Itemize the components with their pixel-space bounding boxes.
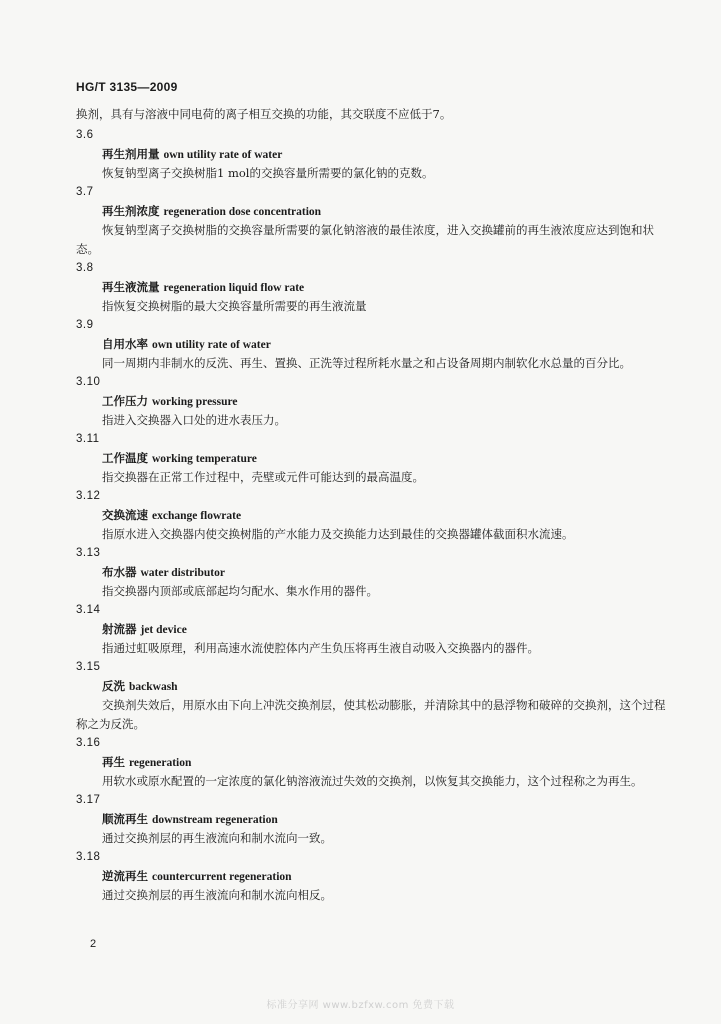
term-heading [76,449,666,468]
page-number: 2 [90,938,97,950]
term-english: own utility rate of water [152,339,271,351]
clause-number: 3.12 [76,490,101,502]
clause-number: 3.15 [76,661,101,673]
term-english: countercurrent regeneration [152,871,292,883]
term-heading [76,677,666,696]
term-entry [76,601,666,658]
term-definition: 恢复钠型离子交换树脂的交换容量所需要的氯化钠溶液的最佳浓度，进入交换罐前的再生液浓度应达到饱和状态。 [76,223,654,256]
term-chinese: 工作温度 [102,451,148,465]
term-english: own utility rate of water [163,149,283,161]
clause-number: 3.8 [76,262,94,274]
term-entry [76,487,666,544]
term-chinese: 布水器 [102,565,137,579]
term-chinese: 再生剂浓度 [102,204,160,218]
term-definitions-list [76,126,666,905]
term-chinese: 交换流速 [102,508,148,522]
term-heading [76,202,666,221]
term-english: exchange flowrate [152,510,242,522]
term-definition: 通过交换剂层的再生液流向和制水流向一致。 [102,831,332,845]
term-chinese: 自用水率 [102,337,148,351]
clause-number: 3.18 [76,851,101,863]
term-chinese: 顺流再生 [102,812,148,826]
term-chinese: 工作压力 [102,394,148,408]
term-definition: 指交换器在正常工作过程中，壳壁或元件可能达到的最高温度。 [102,470,424,484]
term-heading [76,392,666,411]
clause-number: 3.17 [76,794,101,806]
term-entry [76,316,666,373]
term-english: working pressure [152,396,238,408]
clause-number: 3.14 [76,604,101,616]
term-english: water distributor [140,567,225,579]
term-entry [76,373,666,430]
term-english: regeneration dose concentration [163,206,322,218]
term-definition: 指恢复交换树脂的最大交换容量所需要的再生液流量 [102,299,367,313]
term-entry [76,848,666,905]
term-heading [76,278,666,297]
term-chinese: 再生 [102,755,125,769]
clause-number: 3.7 [76,186,94,198]
term-english: downstream regeneration [152,814,278,826]
clause-number: 3.13 [76,547,101,559]
term-definition: 同一周期内非制水的反洗、再生、置换、正洗等过程所耗水量之和占设备周期内制软化水总量的百分比。 [102,356,631,370]
term-heading [76,145,666,164]
standard-code-header: HG/T 3135—2009 [76,80,178,94]
term-heading [76,753,666,772]
term-entry [76,430,666,487]
term-entry [76,126,666,183]
term-chinese: 逆流再生 [102,869,148,883]
term-definition: 恢复钠型离子交换树脂1 mol的交换容量所需要的氯化钠的克数。 [102,166,434,180]
term-english: backwash [129,681,178,693]
clause-number: 3.9 [76,319,94,331]
term-heading [76,335,666,354]
term-english: regeneration liquid flow rate [163,282,305,294]
term-heading [76,563,666,582]
term-entry [76,658,666,734]
term-entry [76,183,666,259]
term-definition: 指通过虹吸原理，利用高速水流使腔体内产生负压将再生液自动吸入交换器内的器件。 [102,641,539,655]
watermark: 标准分享网 www.bzfxw.com 免费下载 [266,1000,455,1011]
term-definition: 交换剂失效后，用原水由下向上冲洗交换剂层，使其松动膨胀，并清除其中的悬浮物和破碎的交换剂，这个过程称之为反洗。 [76,698,666,731]
term-heading [76,620,666,639]
clause-number: 3.10 [76,376,101,388]
term-heading [76,506,666,525]
term-entry [76,544,666,601]
term-chinese: 再生剂用量 [102,147,160,161]
term-chinese: 反洗 [102,679,125,693]
term-english: jet device [140,624,187,636]
clause-number: 3.16 [76,737,101,749]
term-definition: 指进入交换器入口处的进水表压力。 [102,413,286,427]
term-definition: 指原水进入交换器内使交换树脂的产水能力及交换能力达到最佳的交换器罐体截面积水流速。 [102,527,574,541]
term-entry [76,791,666,848]
term-definition: 通过交换剂层的再生液流向和制水流向相反。 [102,888,332,902]
term-chinese: 再生液流量 [102,280,160,294]
intro-paragraph: 换剂，具有与溶液中同电荷的离子相互交换的功能，其交联度不应低于7。 [76,107,452,121]
term-english: regeneration [129,757,192,769]
term-definition: 指交换器内顶部或底部起均匀配水、集水作用的器件。 [102,584,378,598]
term-entry [76,734,666,791]
term-definition: 用软水或原水配置的一定浓度的氯化钠溶液流过失效的交换剂，以恢复其交换能力，这个过程称之为再生。 [102,774,643,788]
term-heading [76,810,666,829]
term-chinese: 射流器 [102,622,137,636]
term-english: working temperature [152,453,257,465]
term-entry [76,259,666,316]
clause-number: 3.11 [76,433,100,445]
clause-number: 3.6 [76,129,94,141]
term-heading [76,867,666,886]
